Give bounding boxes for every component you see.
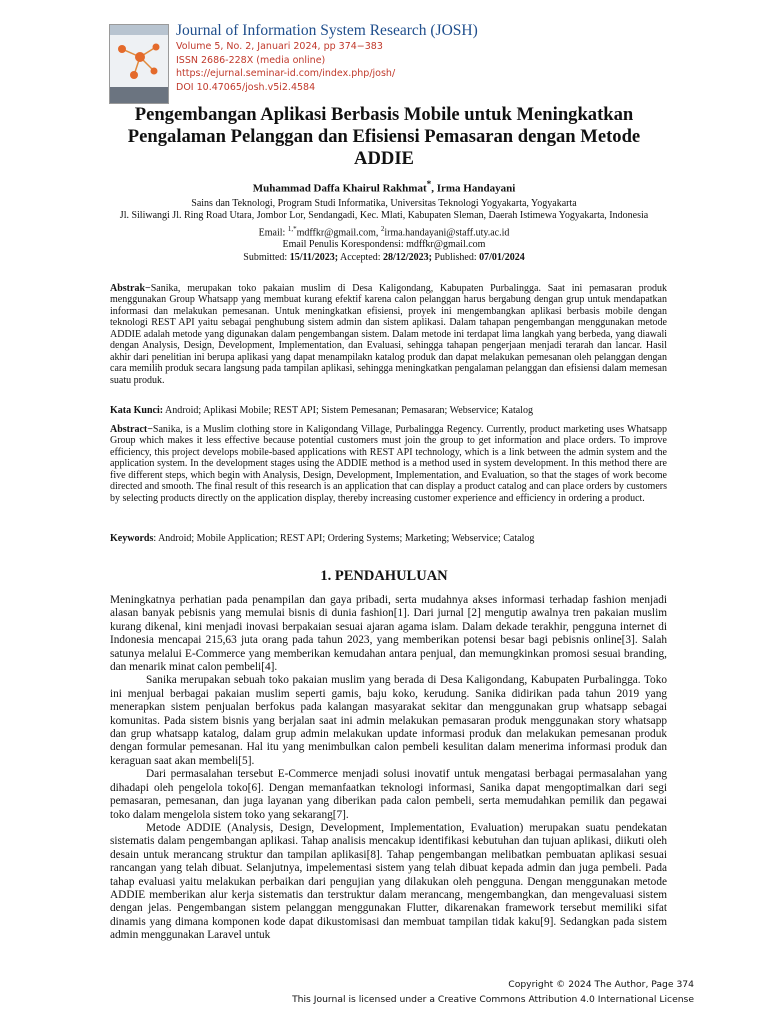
footer-copyright: Copyright © 2024 The Author, Page 374 [508,979,694,990]
section-heading: 1. PENDAHULUAN [320,568,448,584]
journal-cover-thumbnail [109,24,169,104]
abstrak-label: Abstrak− [110,283,151,294]
journal-doi-link[interactable]: DOI 10.47065/josh.v5i2.4584 [176,81,316,93]
keywords-text: : Android; Mobile Application; REST API; Ordering Systems; Marketing; Webservice; Catalog [153,533,535,544]
footer-license: This Journal is licensed under a Creative Commons Attribution 4.0 International License [292,994,694,1005]
author-1: Muhammad Daffa Khairul Rakhmat [252,182,427,195]
email-1-link[interactable]: mdffkr@gmail.com, [296,226,381,238]
email-line: Email: $^{1,*}$mdffkr@gmail.com, $^2$irma.handayani@staff.uty.ac.id [258,224,510,238]
body-paragraph-1: Meningkatnya perhatian pada penampilan dan gaya pribadi, serta mudahnya akses informasi terhadap fashion menjadi alasan banyak pebisnis yang memulai bisnis di dunia fashion[1]. Dari jurnal [2] mengutip awalnya tren pakaian muslim kurang dikenal, kini menjadi inovasi berpakaian sesuai ajaran agama islam. Dalam dekade terakhir, pengguna internet di Indonesia mencapai 215,63 juta orang pada tahun 2023, yang memberikan potensi besar bagi pebisnis online[3]. Salah satunya melalui E-Commerce yang memberikan kemudahan antara penjual, dan memungkinkan promosi sesuai branding, dan menarik minat calon pembeli[4]. [110,594,667,674]
body-text [110,594,667,943]
affiliation-block [100,198,668,264]
journal-header [176,22,478,94]
body-paragraph-3: Dari permasalahan tersebut E-Commerce menjadi solusi inovatif untuk mengatasi berbagai permasalahan yang dihadapi oleh pengelola toko[6]. Dengan memanfaatkan teknologi informasi, Sanika dapat mengoptimalkan dari segi pemasaran, pemesanan, dan juga layanan yang diberikan pada calon pembeli, serta memudahkan pemilik dan pegawai toko dalam mengelola sistem toko yang sekarang[7]. [110,768,667,821]
abstrak-paragraph [110,283,667,386]
author-2: Irma Handayani [436,182,516,195]
kata-kunci-text: Android; Aplikasi Mobile; REST API; Sistem Pemesanan; Pemasaran; Webservice; Katalog [163,405,533,416]
affiliation-line: Sains dan Teknologi, Program Studi Informatika, Universitas Teknologi Yogyakarta, Yogyakarta [191,198,577,209]
abstract-paragraph [110,424,667,504]
address-line: Jl. Siliwangi Jl. Ring Road Utara, Jombor Lor, Sendangadi, Kec. Mlati, Kabupaten Sleman, Daerah Istimewa Yogyakarta, Indonesia [119,210,649,222]
submission-dates: Submitted: 15/11/2023; Accepted: 28/12/2023; Published: 07/01/2024 [243,251,525,263]
author-list [100,179,668,195]
journal-url-link[interactable]: https://ejurnal.seminar-id.com/index.php/josh/ [176,68,396,79]
body-paragraph-2: Sanika merupakan sebuah toko pakaian muslim yang berada di Desa Kaligondang, Kabupaten Purbalingga. Toko ini menjual berbagai pakaian muslim seperti gamis, baju koko, kerudung. Sanika didirikan pada tahun 2019 yang menerapkan sistem penjualan berfokus pada kalangan masyarakat sekitar dan menggunakan grup whatsapp sebagai komunitas. Pada sistem bisnis yang berjalan saat ini admin melakukan pemasaran produk menggunakan story whatsapp dan grup whatsapp katalog, dalam grup admin melakukan update informasi produk dan melakukan pemesanan produk dengan formular pemesanan. Hal itu yang menimbulkan calon pembeli kesulitan dalam menerima informasi produk dan keraguan saat akan membeli[5]. [110,674,667,767]
email-2-link[interactable]: irma.handayani@staff.uty.ac.id [384,226,510,238]
corresponding-mark: * [426,179,432,189]
keywords-label: Keywords [110,533,154,544]
journal-title: Journal of Information System Research (JOSH) [176,22,478,39]
journal-volume: Volume 5, No. 2, Januari 2024, pp 374−383 [176,41,383,52]
body-paragraph-4: Metode ADDIE (Analysis, Design, Development, Implementation, Evaluation) merupakan suatu pendekatan sistematis dalam pengembangan aplikasi. Tahap analisis mencakup identifikasi kebutuhan dan tujuan aplikasi, diikuti oleh desain untuk merancang struktur dan tampilan aplikasi[8]. Tahap pengembangan melibatkan pembuatan aplikasi sesuai rancangan yang telah dibuat. Selanjutnya, impelementasi sistem yang telah dibuat kepada admin dan juga pembeli. Pada tahap evaluasi yaitu melakukan perbaikan dari pengujian yang dilakukan oleh pengguna. Dengan menggunakan metode ADDIE memberikan alur kerja sistematis dan terstruktur dalam merancang, mengembangkan, dan mengevaluasi sistem dengan jelas. Pengembangan sistem pelanggan menggunakan Flutter, dikarenakan framework tersebut memiliki sifat dinamis yang dimana komponen kode dapat dikustomisasi dan membuat tampilan tidak kaku[9]. Sedangkan pada sistem admin menggunakan Laravel untuk [110,821,667,942]
paper-title: Pengembangan Aplikasi Berbasis Mobile untuk Meningkatkan Pengalaman Pelanggan dan Efisiensi Pemasaran dengan Metode ADDIE [127,104,641,169]
abstract-text: Sanika, is a Muslim clothing store in Kaligondang Village, Purbalingga Regency. Currently, product marketing uses Whatsapp Group which makes it less effective because potential customers must join the group to get information and place orders. To improve efficiency, this project develops mobile-based applications with REST API technology, which is a link between the admin system and the application system. In the development stages using the ADDIE method is a method used in system development. In this method there are five different steps, which begin with Analysis, Design, Development, Implementation, and Evaluation, so that the stages of work become directed and smooth. The final result of this research is an application that can display a product catalog and can place orders by customers by selecting products directly on the application display, thereby increasing customer experience and efficiency in ordering a product. [110,424,667,504]
abstract-label: Abstract− [110,424,153,435]
kata-kunci-label: Kata Kunci: [110,405,164,416]
abstrak-text: Sanika, merupakan toko pakaian muslim di Desa Kaligondang, Kabupaten Purbalingga. Saat ini pemasaran produk menggunakan Group Whatsapp yang membuat kurang efektif karena calon pelanggan harus bergabung dengan grup untuk mendapatkan informasi dan melakukan pemesanan. Untuk meningkatkan efisiensi, proyek ini mengembangkan aplikasi berbasis mobile dengan teknologi REST API yaitu sebagai penghubung sistem admin dan sistem aplikasi. Dalam tahapan pengembangan menggunakan metode ADDIE adalah metode yang digunakan dalam pengembangan sistem. Dalam metode ini terdapat lima langkah yang berbeda, yang diawali dengan Analysis, Design, Development, Implementation, dan Evaluasi, sehingga tahapan pengerjaan menjadi terarah dan lancar. Hasil akhir dari penelitian ini berupa aplikasi yang dapat menampilakn katalog produk dan dapat melakukan pemesanan oleh pelanggan dengan cara memilih produk secara langsung pada tampilan aplikasi, sehingga meningkatkan pengalaman pelanggan dan efisiensi dalam memesan suatu produk. [110,283,667,386]
keywords-paragraph [110,533,667,544]
journal-issn: ISSN 2686-228X (media online) [176,54,326,66]
correspondent-email: Email Penulis Korespondensi: mdffkr@gmail.com [282,239,486,251]
kata-kunci-paragraph [110,405,667,416]
author-separator: , [431,182,437,195]
